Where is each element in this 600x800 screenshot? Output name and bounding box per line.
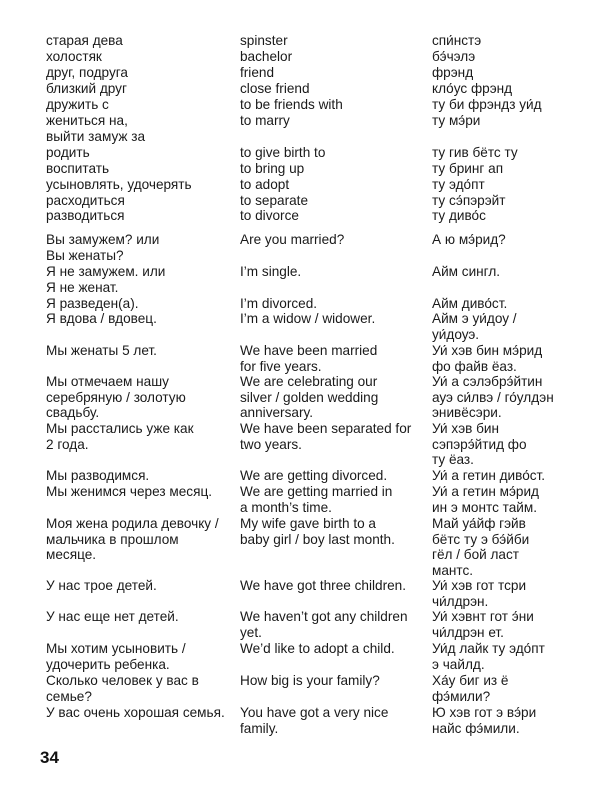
page-number: 34 bbox=[40, 748, 59, 767]
russian-phrase: У нас трое детей. bbox=[46, 578, 157, 593]
english-phrase: bachelor bbox=[240, 49, 293, 64]
english-phrase: I’m single. bbox=[240, 264, 302, 279]
transcription: Уи́ хэв бин мэ́рид фо файв ёаз. bbox=[432, 343, 543, 374]
transcription: Уи́д лайк ту эдо́пт э чайлд. bbox=[432, 641, 545, 672]
english-phrase: to be friends with bbox=[240, 97, 343, 112]
russian-phrase: Мы женимся через месяц. bbox=[46, 484, 213, 499]
transcription: спи́нстэ bbox=[432, 33, 482, 48]
russian-phrase: разводиться bbox=[46, 208, 125, 223]
russian-phrase: холостяк bbox=[46, 49, 102, 64]
transcription: ту гив бётс ту bbox=[432, 145, 518, 160]
english-phrase: to marry bbox=[240, 113, 290, 128]
english-phrase: We haven’t got any children yet. bbox=[240, 609, 408, 640]
english-phrase: We have been separated for two years. bbox=[240, 421, 412, 452]
russian-phrase: расходиться bbox=[46, 193, 125, 208]
russian-phrase: Я вдова / вдовец. bbox=[46, 311, 157, 326]
russian-phrase: Мы разводимся. bbox=[46, 468, 150, 483]
transcription: Айм э уи́доу / уи́доуэ. bbox=[432, 311, 517, 342]
transcription: ту би фрэндз уи́д bbox=[432, 97, 542, 112]
transcription: Уи́ хэв бин сэпэрэ́йтид фо ту ёаз. bbox=[432, 421, 527, 468]
english-phrase: We are celebrating our silver / golden wedding anniversary. bbox=[240, 374, 379, 421]
english-phrase: We have been married for five years. bbox=[240, 343, 378, 374]
russian-phrase: Мы женаты 5 лет. bbox=[46, 343, 157, 358]
russian-phrase: старая дева bbox=[46, 33, 123, 48]
transcription: кло́ус фрэнд bbox=[432, 81, 513, 96]
transcription: ту бринг ап bbox=[432, 161, 504, 176]
russian-phrase: Моя жена родила девочку / мальчика в прошлом месяце. bbox=[46, 516, 219, 563]
russian-phrase: друг, подруга bbox=[46, 65, 128, 80]
russian-phrase: Мы хотим усыновить / удочерить ребенка. bbox=[46, 641, 186, 672]
russian-phrase: усыновлять, удочерять bbox=[46, 177, 192, 192]
transcription: ту сэ́пэрэйт bbox=[432, 193, 506, 208]
russian-phrase: У вас очень хорошая семья. bbox=[46, 705, 225, 720]
english-phrase: I’m a widow / widower. bbox=[240, 311, 376, 326]
transcription: ту диво́с bbox=[432, 208, 486, 223]
transcription: Ю хэв гот э вэ́ри найс фэ́мили. bbox=[432, 705, 537, 736]
english-phrase: You have got a very nice family. bbox=[240, 705, 389, 736]
transcription: ту мэ́ри bbox=[432, 113, 481, 128]
russian-phrase: Сколько человек у вас в семье? bbox=[46, 673, 199, 704]
transcription: Уи́ а гетин мэ́рид ин э монтс тайм. bbox=[432, 484, 539, 515]
russian-phrase: Я не замужем. или Я не женат. bbox=[46, 264, 166, 295]
english-phrase: friend bbox=[240, 65, 275, 80]
transcription: А ю мэ́рид? bbox=[432, 232, 506, 247]
russian-phrase: Мы расстались уже как 2 года. bbox=[46, 421, 194, 452]
russian-phrase: Я разведен(а). bbox=[46, 296, 139, 311]
transcription: бэ́чэлэ bbox=[432, 49, 476, 64]
transcription: Уи́ хэв гот тсри чи́лдрэн. bbox=[432, 578, 527, 609]
transcription: ту эдо́пт bbox=[432, 177, 485, 192]
english-phrase: I’m divorced. bbox=[240, 296, 318, 311]
english-phrase: close friend bbox=[240, 81, 310, 96]
transcription: Айм сингл. bbox=[432, 264, 501, 279]
transcription: Айм диво́ст. bbox=[432, 296, 508, 311]
english-phrase: to adopt bbox=[240, 177, 290, 192]
russian-phrase: дружить с bbox=[46, 97, 109, 112]
english-phrase: to separate bbox=[240, 193, 309, 208]
english-phrase: My wife gave birth to a baby girl / boy last month. bbox=[240, 516, 395, 547]
english-phrase: to divorce bbox=[240, 208, 299, 223]
transcription: Ха́у биг из ё фэ́мили? bbox=[432, 673, 509, 704]
russian-phrase: Мы отмечаем нашу серебряную / золотую свадьбу. bbox=[46, 374, 186, 421]
russian-phrase: воспитать bbox=[46, 161, 110, 176]
english-phrase: We’d like to adopt a child. bbox=[240, 641, 395, 656]
english-phrase: to bring up bbox=[240, 161, 305, 176]
english-phrase: We are getting divorced. bbox=[240, 468, 388, 483]
english-phrase: spinster bbox=[240, 33, 288, 48]
english-phrase: to give birth to bbox=[240, 145, 326, 160]
english-phrase: How big is your family? bbox=[240, 673, 380, 688]
russian-phrase: У нас еще нет детей. bbox=[46, 609, 179, 624]
russian-phrase: жениться на, выйти замуж за bbox=[46, 113, 146, 144]
transcription: Уи́ хэвнт гот э́ни чи́лдрэн ет. bbox=[432, 609, 534, 640]
russian-phrase: Вы замужем? или Вы женаты? bbox=[46, 232, 160, 263]
english-phrase: We are getting married in a month’s time. bbox=[240, 484, 393, 515]
english-phrase: Are you married? bbox=[240, 232, 345, 247]
transcription: фрэнд bbox=[432, 65, 474, 80]
transcription: Уи́ а гетин диво́ст. bbox=[432, 468, 546, 483]
russian-phrase: близкий друг bbox=[46, 81, 127, 96]
transcription: Май уа́йф гэйв бётс ту э бэ́йби гёл / бой ласт мантс. bbox=[432, 516, 530, 578]
transcription: Уи́ а сэлэбрэ́йтин ауэ си́лвэ / го́улдэн энивёсэри. bbox=[432, 374, 554, 421]
russian-phrase: родить bbox=[46, 145, 90, 160]
english-phrase: We have got three children. bbox=[240, 578, 406, 593]
